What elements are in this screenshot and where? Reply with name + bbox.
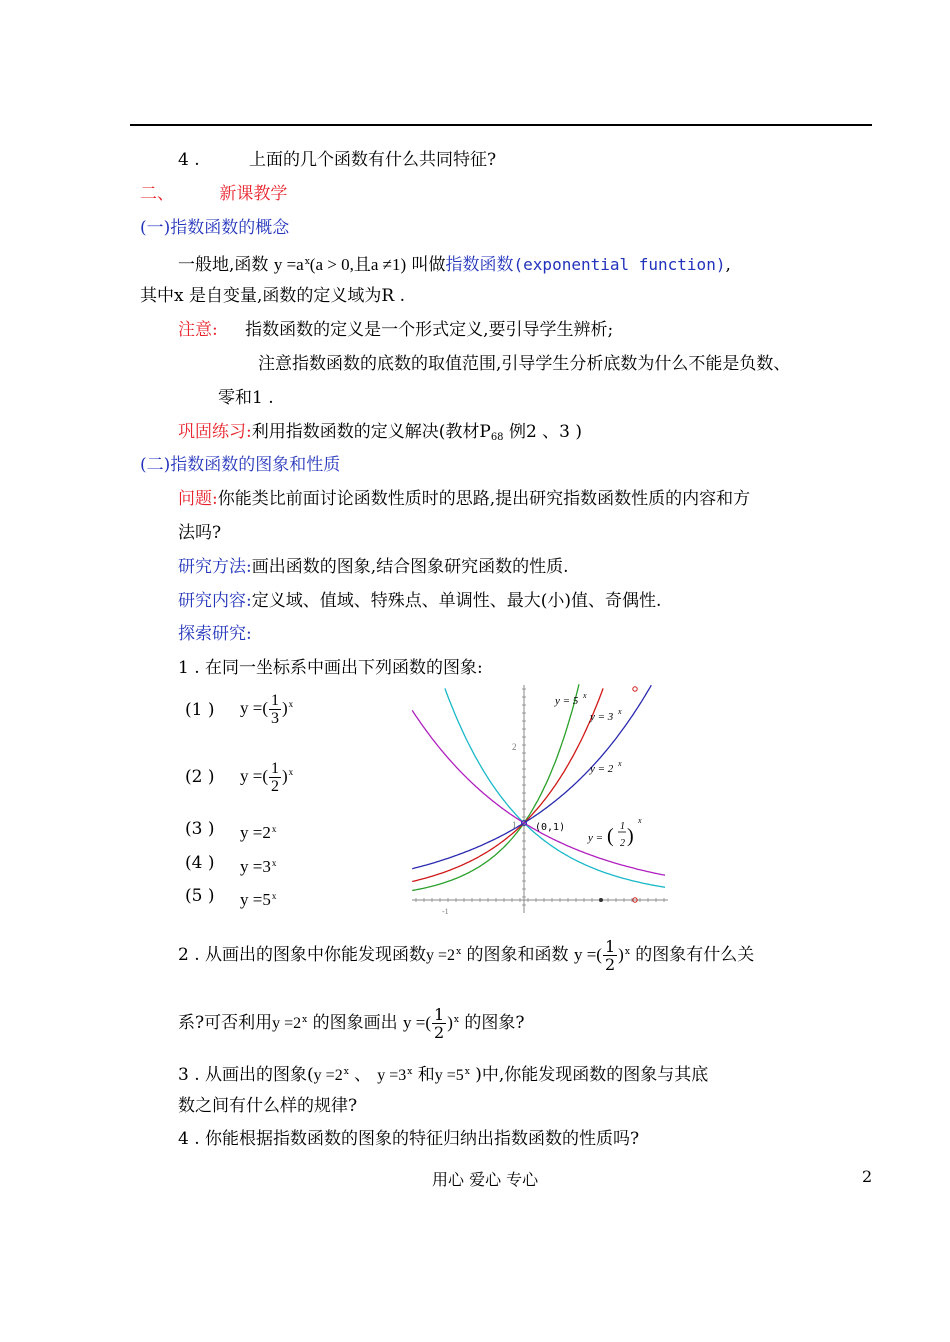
- tick-label-x-minus-1: -1: [442, 907, 449, 915]
- function-1: [240, 692, 293, 727]
- formula-part: ): [447, 1013, 453, 1032]
- label-y-half-x: y =: [588, 832, 604, 844]
- task-1: 1 . 在同一坐标系中画出下列函数的图象:: [178, 658, 483, 678]
- fraction: [269, 692, 281, 727]
- practice-text: 例2 、3 ): [503, 422, 583, 442]
- task-text: 的图象画出: [307, 1013, 398, 1033]
- tick-label-y-1: 1: [512, 820, 517, 830]
- header-rule: [130, 124, 872, 126]
- question-4-top: [178, 148, 496, 172]
- definition-text: 叫做: [411, 255, 446, 275]
- exponent: x: [453, 1015, 459, 1025]
- definition-line-2: 其中x 是自变量,函数的定义域为R .: [140, 286, 406, 306]
- page-number: 2: [862, 1167, 873, 1186]
- task-text: 2 . 从画出的图象中你能发现函数: [178, 945, 427, 965]
- denominator: 2: [271, 778, 279, 795]
- label-paren: (: [607, 825, 614, 847]
- function-4: [240, 857, 276, 877]
- formula-part: ): [282, 698, 288, 718]
- method-line: [178, 555, 569, 579]
- function-number: (2 ): [185, 767, 215, 787]
- section-title: 新课教学: [219, 184, 288, 204]
- subsection-heading-2: (二)指数函数的图象和性质: [140, 455, 341, 475]
- question-line-2: 法吗?: [178, 523, 222, 543]
- exponential-graph: [410, 683, 672, 915]
- note-line-1: [178, 318, 613, 342]
- denominator: 2: [604, 955, 616, 974]
- label-y-2x: y = 2: [590, 763, 614, 775]
- denominator: 3: [271, 710, 279, 727]
- note-text: 指数函数的定义是一个形式定义,要引导学生辨析;: [245, 320, 614, 340]
- label-y-5x: y = 5: [555, 695, 579, 707]
- endpoint-marker: [633, 687, 637, 691]
- task-text: )中,你能发现函数的图象与其底: [469, 1065, 709, 1085]
- definition-condition: (a > 0,且a ≠1): [309, 255, 407, 274]
- note-line-3: 零和1 .: [218, 388, 274, 408]
- content-line: [178, 589, 661, 613]
- task-text: 和: [412, 1065, 435, 1085]
- question-label: 问题:: [178, 489, 218, 509]
- method-label: 研究方法:: [178, 557, 252, 577]
- item-number: 4 .: [178, 150, 200, 170]
- task-3-line-1: [178, 1060, 708, 1088]
- question-text: 上面的几个函数有什么共同特征?: [249, 150, 497, 170]
- content-text: 定义域、值域、特殊点、单调性、最大(小)值、奇偶性.: [251, 591, 662, 611]
- question-line-1: [178, 487, 750, 511]
- exponent: x: [302, 1015, 308, 1025]
- note-label: 注意:: [178, 320, 218, 340]
- formula-part: y =2: [272, 1015, 302, 1032]
- numerator: 1: [434, 1005, 445, 1024]
- exponent: x: [464, 1067, 470, 1077]
- fraction: [432, 1006, 446, 1041]
- label-exponent: x: [618, 707, 622, 716]
- function-number: (5 ): [185, 886, 215, 906]
- section-number: 二、: [140, 184, 174, 204]
- function-5: [240, 890, 276, 910]
- definition-english-term: (exponential function): [513, 255, 726, 274]
- formula-part: y =(: [573, 945, 602, 964]
- practice-text: 利用指数函数的定义解决(教材P: [251, 422, 491, 442]
- formula-part: y =2: [426, 947, 456, 964]
- x-marker: [599, 898, 603, 902]
- definition-line-1: [178, 250, 731, 277]
- label-exponent: x: [638, 816, 642, 825]
- definition-term: 指数函数: [445, 255, 514, 275]
- formula-part: y =3: [240, 857, 271, 876]
- function-3: [240, 823, 276, 843]
- curves: [412, 684, 665, 902]
- explore-label: 探索研究:: [178, 624, 252, 644]
- section-heading: [140, 182, 287, 206]
- task-text: 3 . 从画出的图象(: [178, 1065, 314, 1085]
- numerator: 1: [271, 760, 279, 777]
- task-3-line-2: 数之间有什么样的规律?: [178, 1096, 358, 1116]
- formula-part: y =2: [313, 1067, 343, 1084]
- subsection-heading-1: (一)指数函数的概念: [140, 218, 290, 238]
- function-number: (3 ): [185, 819, 215, 839]
- exponent: x: [407, 1067, 413, 1077]
- task-text: 的图象和函数: [461, 945, 569, 965]
- content-label: 研究内容:: [178, 591, 252, 611]
- exponent: x: [343, 1067, 349, 1077]
- denominator: 2: [434, 1023, 445, 1042]
- task-2-line-2: [178, 1002, 525, 1042]
- footer-motto: 用心 爱心 专心: [432, 1170, 539, 1189]
- formula-part: y =(: [403, 1013, 432, 1032]
- page-subscript: 68: [490, 432, 504, 443]
- task-text: 系?可否利用: [178, 1013, 273, 1033]
- task-text: 、: [348, 1065, 372, 1085]
- label-half-num: 1: [620, 821, 625, 832]
- definition-text: 一般地,函数: [178, 255, 269, 275]
- numerator: 1: [604, 937, 616, 956]
- function-number: (1 ): [185, 700, 215, 720]
- formula-part: y =(: [240, 766, 268, 786]
- definition-formula: y =a: [273, 255, 304, 274]
- exponent: x: [456, 947, 462, 957]
- formula-part: y =5: [434, 1067, 464, 1084]
- practice-line: [178, 420, 582, 450]
- question-text: 你能类比前面讨论函数性质时的思路,提出研究指数函数性质的内容和方: [217, 489, 751, 509]
- exponent: x: [288, 767, 294, 778]
- label-half-den: 2: [620, 838, 625, 849]
- definition-text: ,: [725, 255, 731, 275]
- label-exponent: x: [618, 759, 622, 768]
- exponent: x: [271, 858, 277, 868]
- tick-label-y-2: 2: [512, 742, 517, 752]
- label-point-0-1: (0,1): [535, 822, 566, 833]
- task-4: 4 . 你能根据指数函数的图象的特征归纳出指数函数的性质吗?: [178, 1129, 640, 1149]
- formula-part: ): [282, 766, 288, 786]
- exponent: x: [304, 257, 310, 267]
- label-paren: ): [627, 825, 634, 847]
- practice-label: 巩固练习:: [178, 422, 252, 442]
- function-2: [240, 760, 293, 795]
- fraction: [269, 760, 281, 795]
- task-text: 的图象有什么关: [629, 945, 755, 965]
- curve-y-2x: [412, 685, 651, 869]
- task-2-line-1: [178, 934, 754, 974]
- exponent: x: [624, 947, 630, 957]
- formula-part: y =2: [240, 823, 271, 842]
- fraction: [603, 938, 617, 973]
- label-y-3x: y = 3: [590, 711, 614, 723]
- numerator: 1: [271, 692, 279, 709]
- curve-y-half-x: [412, 710, 665, 875]
- note-line-2: 注意指数函数的底数的取值范围,引导学生分析底数为什么不能是负数、: [258, 354, 791, 374]
- task-text: 的图象?: [458, 1013, 525, 1033]
- method-text: 画出函数的图象,结合图象研究函数的性质.: [251, 557, 569, 577]
- formula-part: y =(: [240, 698, 268, 718]
- exponent: x: [271, 891, 277, 901]
- formula-part: y =3: [377, 1067, 407, 1084]
- function-number: (4 ): [185, 853, 215, 873]
- exponent: x: [288, 699, 294, 710]
- label-exponent: x: [583, 691, 587, 700]
- formula-part: y =5: [240, 890, 271, 909]
- exponent: x: [271, 824, 277, 834]
- formula-part: ): [618, 945, 624, 964]
